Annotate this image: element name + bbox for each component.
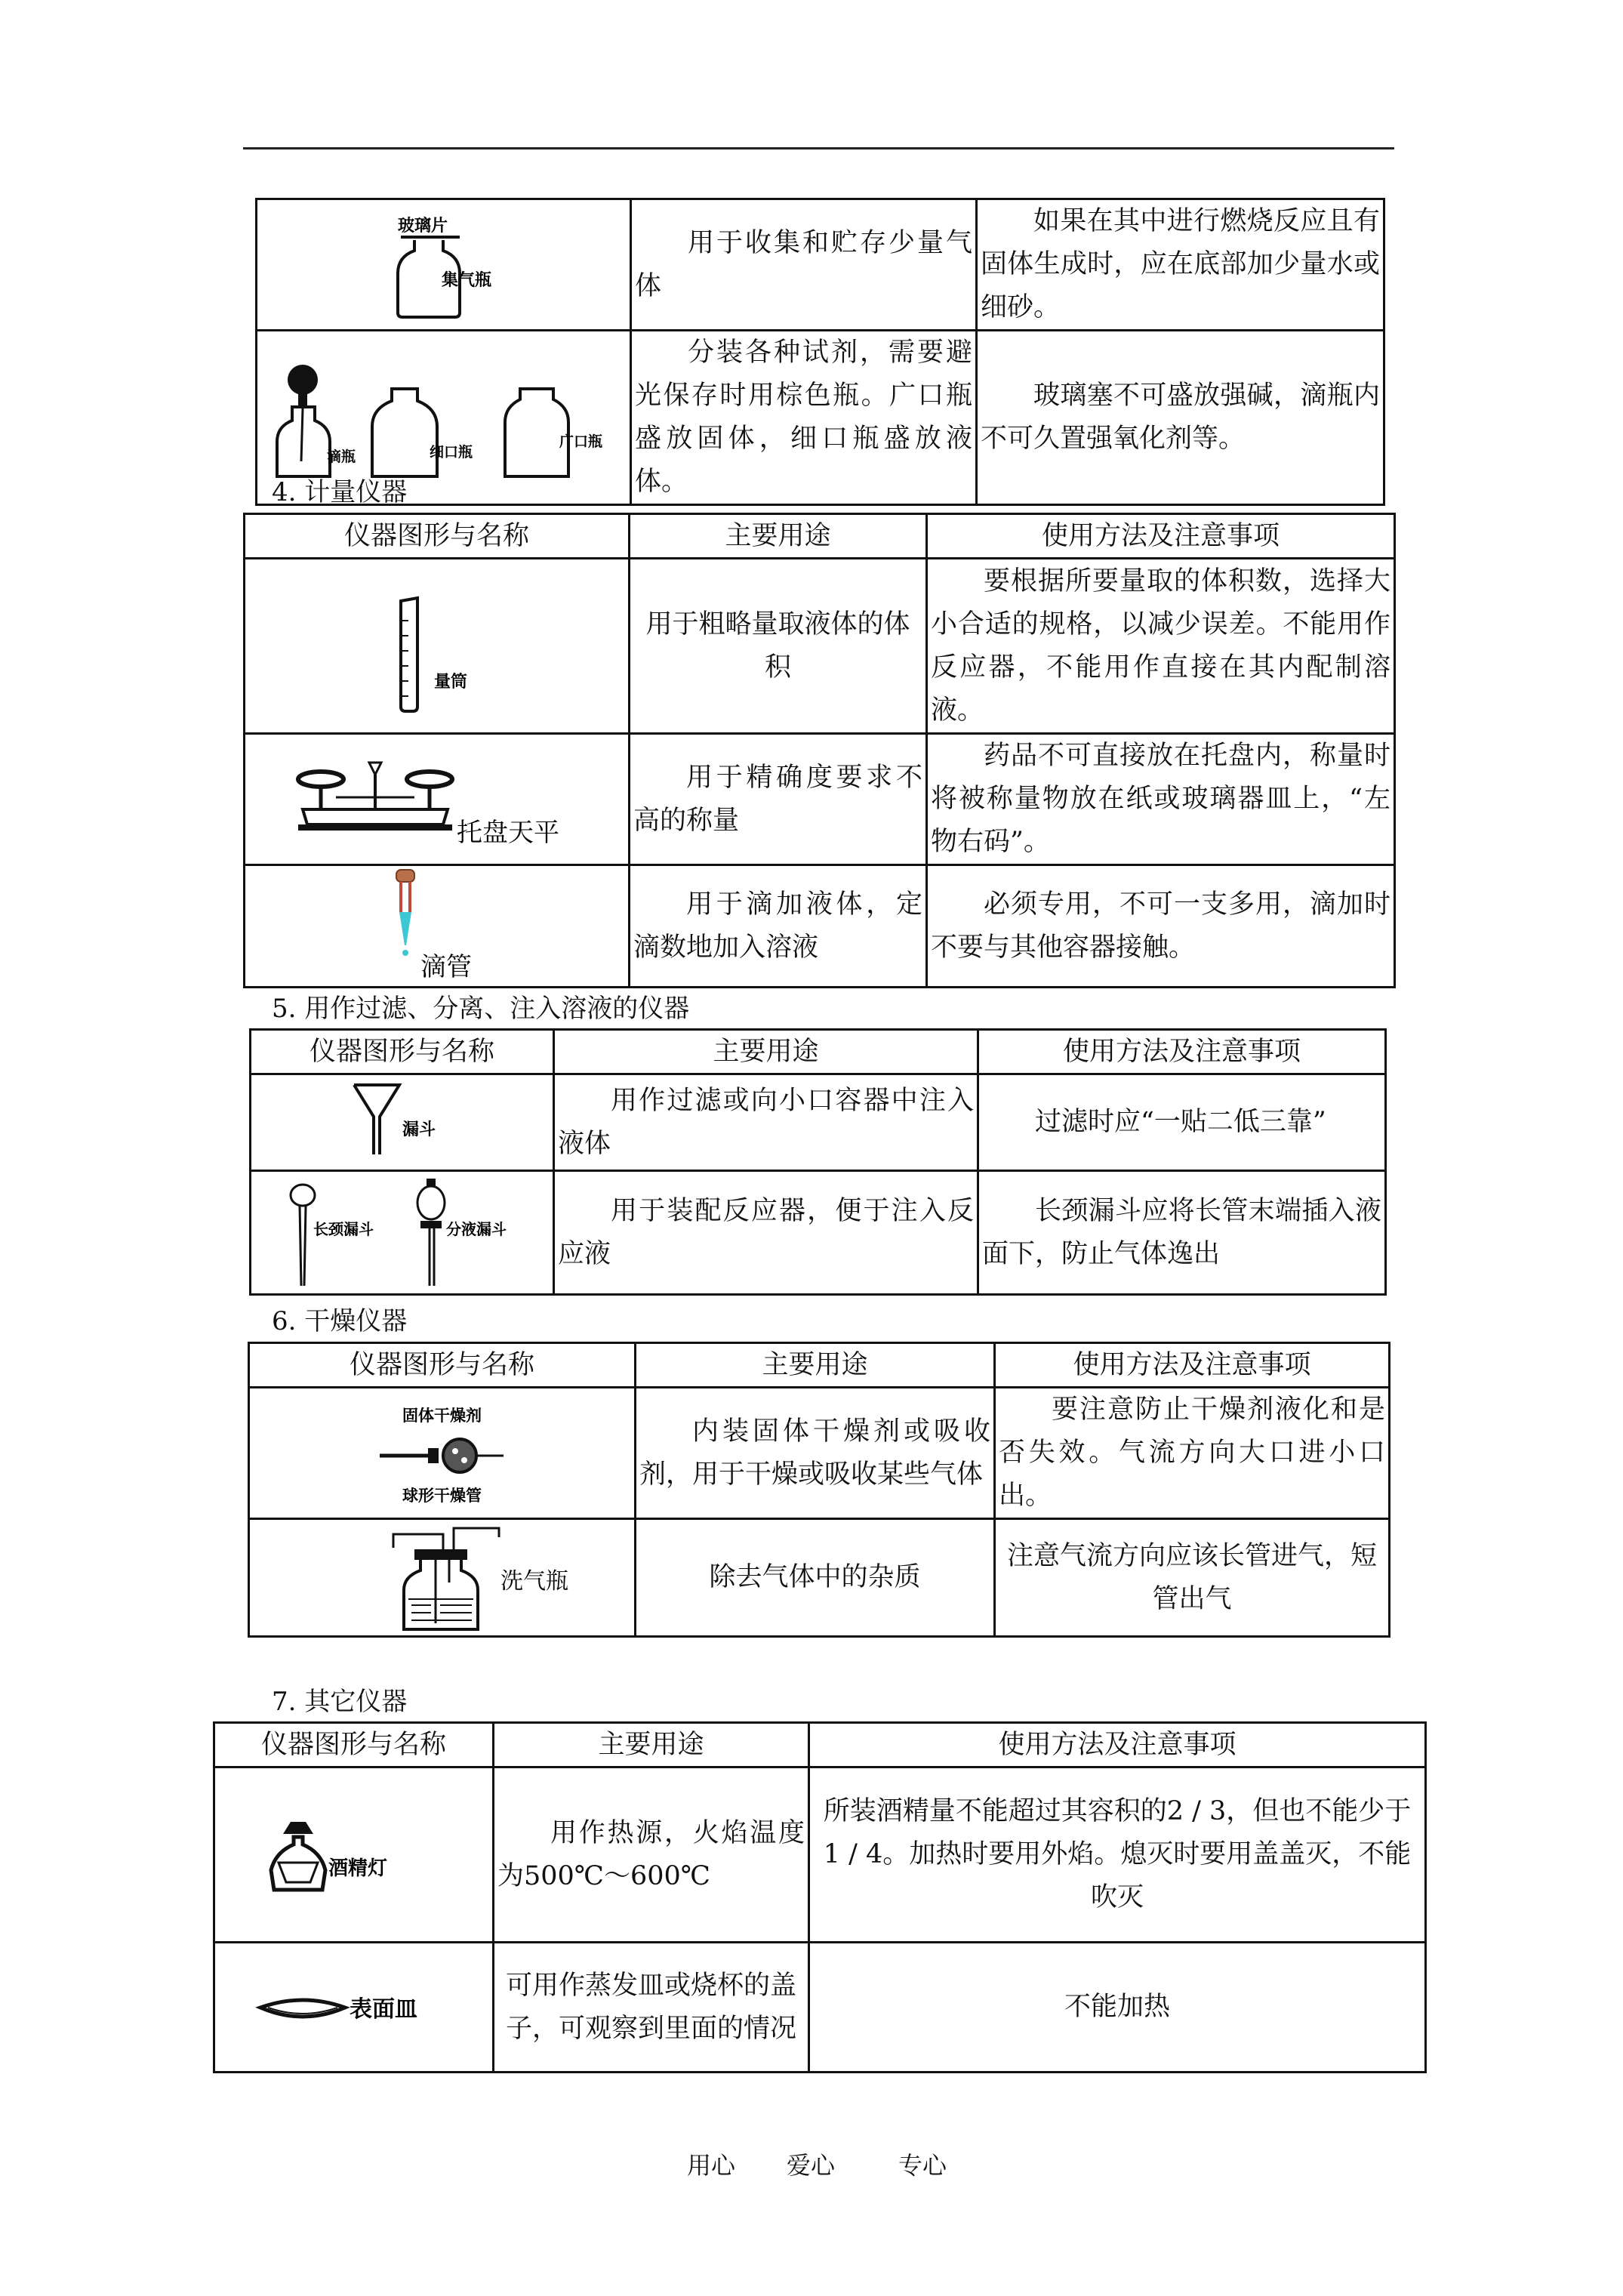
drying-tube-figure xyxy=(250,1389,632,1518)
table-header-row xyxy=(214,1723,1426,1767)
reagent-bottles-figure xyxy=(257,348,627,487)
usage-cell: 用于粗略量取液体的体积 xyxy=(630,559,927,734)
dropper-bottle-label: 滴瓶 xyxy=(327,448,356,465)
separatory-funnel-label: 分液漏斗 xyxy=(446,1219,507,1238)
funnel-label: 漏斗 xyxy=(402,1120,436,1139)
column-header: 仪器图形与名称 xyxy=(214,1723,494,1767)
long-neck-funnel-label: 长颈漏斗 xyxy=(313,1219,374,1238)
figure-cell xyxy=(249,1519,636,1637)
dropper-figure xyxy=(245,867,626,986)
usage-cell: 用作热源，火焰温度为500℃～600℃ xyxy=(494,1767,809,1943)
note-cell: 药品不可直接放在托盘内，称量时将被称量物放在纸或玻璃器皿上，“左物右码”。 xyxy=(927,734,1395,865)
column-header: 仪器图形与名称 xyxy=(245,514,630,559)
section-heading: 4. 计量仪器 xyxy=(272,477,408,507)
note-cell xyxy=(809,1767,1426,1943)
figure-cell xyxy=(245,559,630,734)
gas-washing-bottle-figure xyxy=(250,1521,632,1635)
gas-jar-label: 集气瓶 xyxy=(442,270,492,290)
drying-table xyxy=(248,1342,1390,1638)
figure-cell xyxy=(245,734,630,865)
usage-cell: 可用作蒸发皿或烧杯的盖子，可观察到里面的情况 xyxy=(494,1943,809,2073)
other-instruments-table xyxy=(213,1721,1427,2073)
footer-text: 爱心 xyxy=(787,2151,836,2180)
column-header: 使用方法及注意事项 xyxy=(995,1343,1390,1388)
note-cell: 过滤时应“一贴二低三靠” xyxy=(978,1074,1386,1171)
watch-glass-label: 表面皿 xyxy=(350,1996,417,2023)
column-header: 使用方法及注意事项 xyxy=(927,514,1395,559)
table-row xyxy=(249,1519,1390,1637)
narrow-bottle-label: 细口瓶 xyxy=(430,444,473,461)
column-header: 主要用途 xyxy=(494,1723,809,1767)
column-header: 主要用途 xyxy=(636,1343,995,1388)
table-row xyxy=(214,1767,1426,1943)
glass-plate-label: 玻璃片 xyxy=(398,216,448,236)
usage-cell: 用于装配反应器，便于注入反应液 xyxy=(554,1171,978,1295)
note-cell: 如果在其中进行燃烧反应且有固体生成时，应在底部加少量水或细砂。 xyxy=(977,199,1384,331)
column-header: 使用方法及注意事项 xyxy=(809,1723,1426,1767)
figure-cell xyxy=(245,865,630,988)
container-table xyxy=(255,198,1385,506)
table-row xyxy=(251,1171,1386,1295)
usage-cell: 内装固体干燥剂或吸收剂，用于干燥或吸收某些气体 xyxy=(636,1388,995,1519)
note-cell: 要注意防止干燥剂液化和是否失效。气流方向大口进小口出。 xyxy=(995,1388,1390,1519)
funnel-figure xyxy=(251,1076,550,1170)
figure-cell xyxy=(251,1171,554,1295)
filtering-table xyxy=(249,1028,1387,1296)
note-line: 1 / 4。加热时要用外焰。熄灭时要用盖盖灭，不能吹灭 xyxy=(823,1839,1412,1912)
table-row xyxy=(245,734,1395,865)
usage-cell: 用作过滤或向小口容器中注入液体 xyxy=(554,1074,978,1171)
note-cell: 玻璃塞不可盛放强碱，滴瓶内不可久置强氧化剂等。 xyxy=(977,331,1384,505)
column-header: 仪器图形与名称 xyxy=(251,1030,554,1074)
balance-label: 托盘天平 xyxy=(457,817,559,848)
note-line: 所装酒精量不能超过其容积的2 / 3，但也不能少于 xyxy=(823,1796,1412,1826)
usage-cell: 除去气体中的杂质 xyxy=(636,1519,995,1637)
alcohol-lamp-figure xyxy=(215,1769,490,1941)
figure-cell xyxy=(251,1074,554,1171)
graduated-cylinder-figure xyxy=(245,560,626,732)
balance-figure xyxy=(245,735,626,864)
column-header: 仪器图形与名称 xyxy=(249,1343,636,1388)
table-row xyxy=(249,1388,1390,1519)
table-row xyxy=(214,1943,1426,2073)
column-header: 主要用途 xyxy=(630,514,927,559)
section-heading: 5. 用作过滤、分离、注入溶液的仪器 xyxy=(272,994,690,1024)
table-header-row xyxy=(251,1030,1386,1074)
table-row xyxy=(257,331,1384,505)
usage-cell: 分装各种试剂，需要避光保存时用棕色瓶。广口瓶盛放固体，细口瓶盛放液体。 xyxy=(631,331,977,505)
long-neck-and-separatory-funnel-figure xyxy=(251,1173,550,1293)
table-header-row xyxy=(249,1343,1390,1388)
table-row xyxy=(245,865,1395,988)
wide-bottle-label: 广口瓶 xyxy=(559,433,603,450)
alcohol-lamp-label: 酒精灯 xyxy=(328,1857,388,1880)
footer-text: 专心 xyxy=(898,2151,947,2180)
column-header: 主要用途 xyxy=(554,1030,978,1074)
usage-cell: 用于滴加液体，定滴数地加入溶液 xyxy=(630,865,927,988)
column-header: 使用方法及注意事项 xyxy=(978,1030,1386,1074)
figure-cell xyxy=(214,1767,494,1943)
gas-jar-figure xyxy=(257,201,627,329)
table-row xyxy=(251,1074,1386,1171)
header-rule xyxy=(243,147,1394,149)
note-cell: 要根据所要量取的体积数，选择大小合适的规格，以减少误差。不能用作反应器，不能用作直接在其内配制溶液。 xyxy=(927,559,1395,734)
desiccant-label: 固体干燥剂 xyxy=(402,1406,482,1425)
table-row xyxy=(245,559,1395,734)
cylinder-label: 量筒 xyxy=(434,672,468,692)
note-cell: 长颈漏斗应将长管末端插入液面下，防止气体逸出 xyxy=(978,1171,1386,1295)
washing-bottle-label: 洗气瓶 xyxy=(500,1567,568,1595)
watch-glass-figure xyxy=(215,1944,490,2071)
section-heading: 7. 其它仪器 xyxy=(272,1687,408,1717)
measuring-table xyxy=(243,513,1396,988)
usage-cell: 用于精确度要求不高的称量 xyxy=(630,734,927,865)
figure-cell xyxy=(249,1388,636,1519)
table-row xyxy=(257,199,1384,331)
note-cell: 注意气流方向应该长管进气，短管出气 xyxy=(995,1519,1390,1637)
dropper-label: 滴管 xyxy=(420,951,472,982)
figure-cell xyxy=(214,1943,494,2073)
drying-tube-label: 球形干燥管 xyxy=(402,1486,482,1505)
footer-text: 用心 xyxy=(687,2151,736,2180)
usage-cell: 用于收集和贮存少量气体 xyxy=(631,199,977,331)
section-heading: 6. 干燥仪器 xyxy=(272,1306,408,1336)
table-header-row xyxy=(245,514,1395,559)
note-cell: 必须专用，不可一支多用，滴加时不要与其他容器接触。 xyxy=(927,865,1395,988)
note-cell: 不能加热 xyxy=(809,1943,1426,2073)
figure-cell xyxy=(257,199,631,331)
